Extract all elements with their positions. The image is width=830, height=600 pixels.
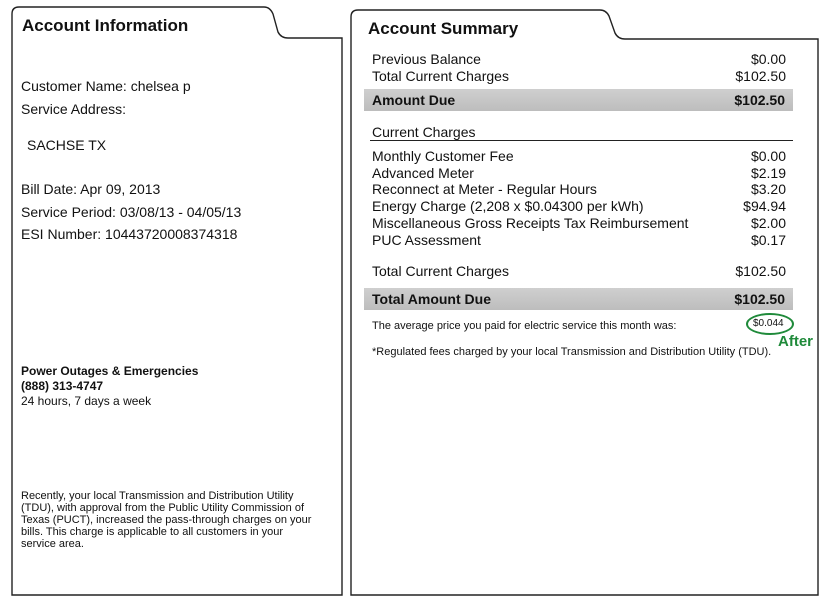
average-price-text: The average price you paid for electric service this month was: xyxy=(372,320,677,332)
tdu-notice xyxy=(21,490,311,550)
service-city: SACHSE TX xyxy=(27,137,107,153)
charge-label: Reconnect at Meter - Regular Hours xyxy=(372,181,597,197)
customer-name: Customer Name: chelsea p xyxy=(21,78,191,94)
total-current-charges-value: $102.50 xyxy=(735,263,786,279)
bill-date: Bill Date: Apr 09, 2013 xyxy=(21,181,161,197)
outage-title: Power Outages & Emergencies xyxy=(21,364,199,378)
total-current-charges-value: $102.50 xyxy=(735,68,786,84)
average-price-oval xyxy=(746,313,794,335)
current-charges-divider xyxy=(370,140,793,141)
previous-balance-value: $0.00 xyxy=(750,51,786,67)
total-current-charges-label: Total Current Charges xyxy=(372,263,509,279)
charge-value: $2.19 xyxy=(750,165,786,181)
esi-number: ESI Number: 10443720008374318 xyxy=(21,226,238,242)
charge-value: $2.00 xyxy=(750,215,786,231)
outage-hours: 24 hours, 7 days a week xyxy=(21,394,152,408)
previous-balance-label: Previous Balance xyxy=(372,51,481,67)
charge-label: Miscellaneous Gross Receipts Tax Reimbursement xyxy=(372,215,689,231)
charge-label: PUC Assessment xyxy=(372,232,481,248)
account-info-title: Account Information xyxy=(22,16,189,35)
total-current-charges-label: Total Current Charges xyxy=(372,68,509,84)
average-price-value: $0.044 xyxy=(753,318,784,329)
charge-value: $94.94 xyxy=(743,198,786,214)
amount-due-band xyxy=(364,89,793,111)
service-period: Service Period: 03/08/13 - 04/05/13 xyxy=(21,204,242,220)
regulated-fees-footnote: *Regulated fees charged by your local Transmission and Distribution Utility (TDU). xyxy=(372,346,772,358)
tdu-notice-line: Recently, your local Transmission and Distribution Utility xyxy=(21,490,294,502)
outage-phone: (888) 313-4747 xyxy=(21,379,104,393)
after-annotation: After xyxy=(778,333,814,350)
tdu-notice-line: service area. xyxy=(21,538,84,550)
service-address-label: Service Address: xyxy=(21,101,127,117)
charge-value: $0.17 xyxy=(750,232,786,248)
charge-label: Energy Charge (2,208 x $0.04300 per kWh) xyxy=(372,198,644,214)
current-charges-heading: Current Charges xyxy=(372,124,476,140)
account-summary-title: Account Summary xyxy=(368,19,519,38)
total-amount-due-band xyxy=(364,288,793,310)
tdu-notice-line: Texas (PUCT), increased the pass-through charges on your xyxy=(21,514,312,526)
amount-due-label: Amount Due xyxy=(372,92,456,108)
charge-label: Monthly Customer Fee xyxy=(372,148,514,164)
charge-value: $3.20 xyxy=(750,181,786,197)
charge-label: Advanced Meter xyxy=(372,165,474,181)
tdu-notice-line: (TDU), with approval from the Public Utility Commission of xyxy=(21,502,305,514)
tdu-notice-line: bills. This charge is applicable to all customers in your xyxy=(21,526,284,538)
amount-due-value: $102.50 xyxy=(734,92,785,108)
total-amount-due-label: Total Amount Due xyxy=(372,291,491,307)
total-amount-due-value: $102.50 xyxy=(734,291,785,307)
charge-value: $0.00 xyxy=(750,148,786,164)
